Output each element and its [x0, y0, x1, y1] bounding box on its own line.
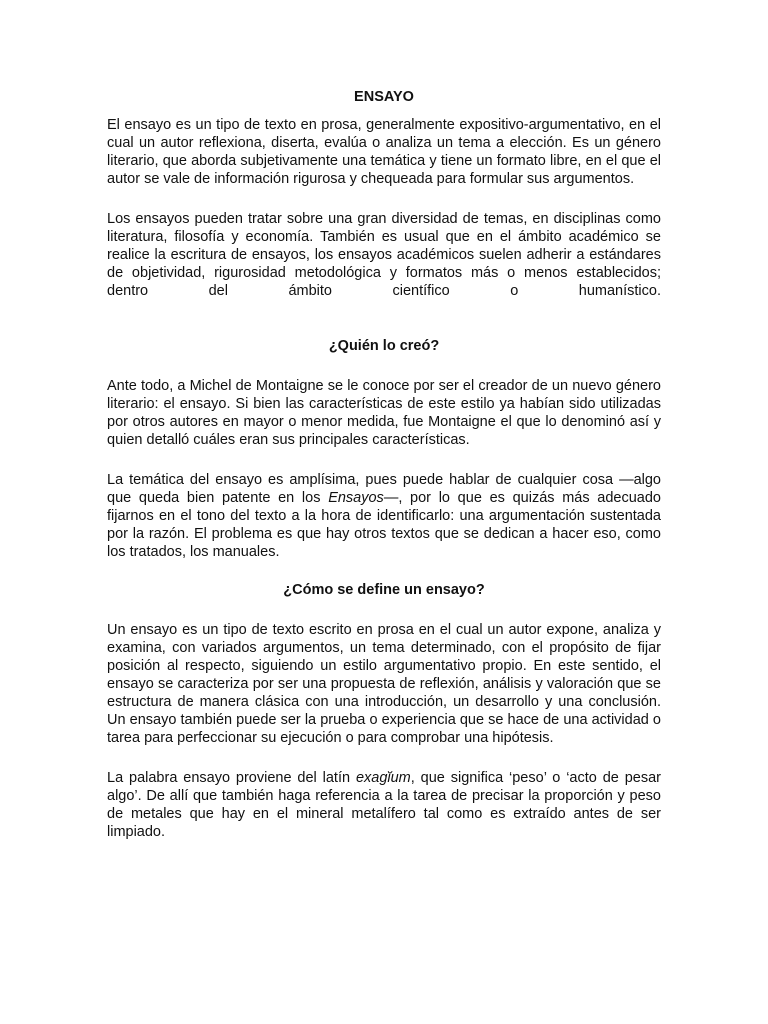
paragraph-etymology: [107, 769, 661, 841]
heading-how-defined: ¿Cómo se define un ensayo?: [283, 582, 485, 598]
paragraph-definition-detail: Un ensayo es un tipo de texto escrito en prosa en el cual un autor expone, analiza y examina, con variados argumentos, un tema determinado, con el propósito de fijar posición al respecto, siguiendo un estilo argumentativo propio. En este sentido, el ensayo se caracteriza por ser una propuesta de reflexión, análisis y valoración que se estructura de manera clásica con una introducción, un desarrollo y una conclusión. Un ensayo también puede ser la prueba o experiencia que se hace de una actividad o tarea para perfeccionar su ejecución o para comprobar una hipótesis.: [107, 622, 661, 746]
paragraph-topics: Los ensayos pueden tratar sobre una gran diversidad de temas, en disciplinas como literatura, filosofía y economía. También es usual que en el ámbito académico se realice la escritura de ensayos, los ensayos académicos suelen adherir a estándares de objetividad, rigurosidad metodológica y formatos más o menos establecidos; dentro del ámbito científico o humanístico.: [107, 211, 661, 299]
document-title: ENSAYO: [354, 89, 414, 105]
paragraph-definition: El ensayo es un tipo de texto en prosa, generalmente expositivo-argumentativo, en el cual un autor reflexiona, diserta, evalúa o analiza un tema a elección. Es un género literario, que aborda subjetivamente una temática y tiene un formato libre, en el que el autor se vale de información rigurosa y chequeada para formular sus argumentos.: [107, 117, 661, 187]
document-page: [107, 88, 661, 841]
paragraph-etymology-part-b: , que significa ‘peso’ o ‘acto de pesar algo’. De allí que también haga referencia a la tarea de precisar la proporción y peso de metales que hay en el mineral metalífero tal como es extraído antes de ser limpiado.: [107, 770, 662, 840]
paragraph-themes-part-a: La temática del ensayo es amplísima, pues puede hablar de cualquier cosa —algo que queda bien patente en los: [107, 472, 661, 506]
paragraph-themes-part-b: —, por lo que es quizás más adecuado fijarnos en el tono del texto a la hora de identificarlo: una argumentación sustentada por la razón. El problema es que hay otros textos que se dedican a hacer eso, como los tratados, los manuales.: [107, 490, 661, 560]
paragraph-etymology-part-a: La palabra ensayo proviene del latín: [107, 770, 356, 786]
paragraph-montaigne: Ante todo, a Michel de Montaigne se le conoce por ser el creador de un nuevo género literario: el ensayo. Si bien las características de este estilo ya habían sido utilizadas por otros autores en mayor o menor medida, fue Montaigne el que lo denominó así y quien detalló cuáles eran sus principales características.: [107, 378, 661, 448]
heading-who-created: ¿Quién lo creó?: [328, 338, 440, 354]
paragraph-etymology-italic: exagĭum: [355, 770, 411, 786]
paragraph-themes: [107, 471, 661, 561]
paragraph-themes-italic: Ensayos: [328, 490, 384, 506]
